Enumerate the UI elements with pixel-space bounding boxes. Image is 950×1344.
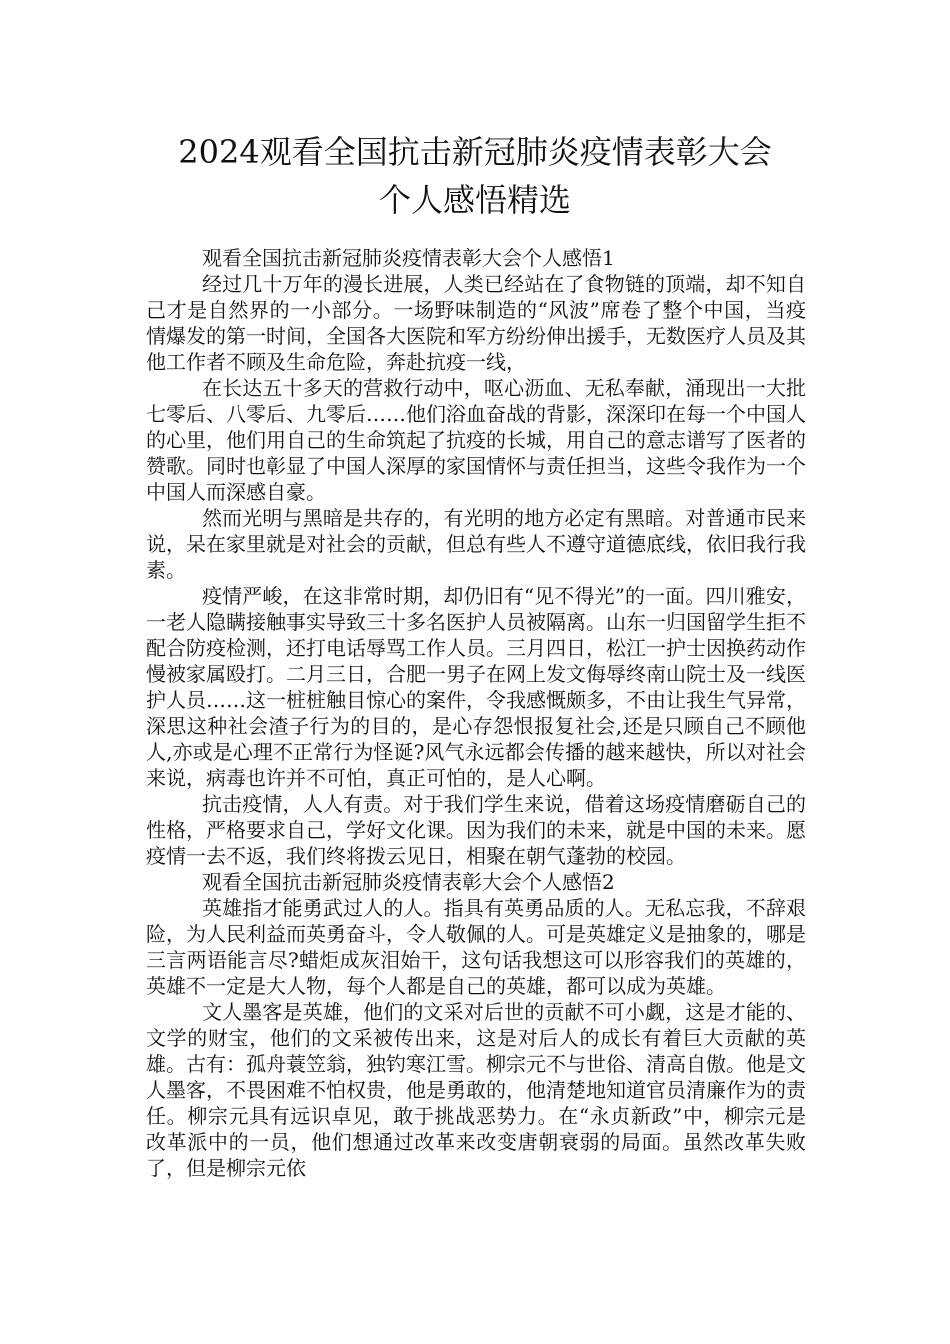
section-heading-2: 观看全国抗击新冠肺炎疫情表彰大会个人感悟2	[202, 870, 615, 894]
document-title	[120, 128, 830, 224]
paragraph: 在长达五十多天的营救行动中，呕心沥血、无私奉献，涌现出一大批七零后、八零后、九零后……他们浴血奋战的背影，深深印在每一个中国人的心里，他们用自己的生命筑起了抗疫的长城，用自己的意志谱写了医者的赞歌。同时也彰显了中国人深厚的家国情怀与责任担当，这些令我作为一个中国人而深感自豪。	[146, 376, 806, 504]
document-body	[146, 245, 806, 1181]
title-line-2: 个人感悟精选	[378, 181, 571, 219]
title-line-1: 2024观看全国抗击新冠肺炎疫情表彰大会	[178, 133, 772, 171]
section-heading-1: 观看全国抗击新冠肺炎疫情表彰大会个人感悟1	[202, 246, 615, 270]
paragraph: 然而光明与黑暗是共存的，有光明的地方必定有黑暗。对普通市民来说，呆在家里就是对社会的贡献，但总有些人不遵守道德底线，依旧我行我素。	[146, 506, 806, 582]
paragraph: 文人墨客是英雄，他们的文采对后世的贡献不可小觑，这是才能的、文学的财宝，他们的文采被传出来，这是对后人的成长有着巨大贡献的英雄。古有：孤舟蓑笠翁，独钓寒江雪。柳宗元不与世俗、清高自傲。他是文人墨客，不畏困难不怕权贵，他是勇敢的，他清楚地知道官员清廉作为的责任。柳宗元具有远识卓见，敢于挑战恶势力。在“永贞新政”中，柳宗元是改革派中的一员，他们想通过改革来改变唐朝衰弱的局面。虽然改革失败了，但是柳宗元依	[146, 1000, 806, 1180]
paragraph: 疫情严峻，在这非常时期，却仍旧有“见不得光”的一面。四川雅安，一老人隐瞒接触事实导致三十多名医护人员被隔离。山东一归国留学生拒不配合防疫检测，还打电话辱骂工作人员。三月四日，松江一护士因换药动作慢被家属殴打。二月三日，合肥一男子在网上发文侮辱终南山院士及一线医护人员……这一桩桩触目惊心的案件，令我感慨颇多，不由让我生气异常，深思这种社会渣子行为的目的，是心存怨恨报复社会,还是只顾自己不顾他人,亦或是心理不正常行为怪诞?风气永远都会传播的越来越快，所以对社会来说，病毒也许并不可怕，真正可怕的，是人心啊。	[146, 584, 806, 790]
paragraph: 抗击疫情，人人有责。对于我们学生来说，借着这场疫情磨砺自己的性格，严格要求自己，学好文化课。因为我们的未来，就是中国的未来。愿疫情一去不返，我们终将拨云见日，相聚在朝气蓬勃的校园。	[146, 792, 806, 868]
paragraph: 英雄指才能勇武过人的人。指具有英勇品质的人。无私忘我，不辞艰险，为人民利益而英勇奋斗，令人敬佩的人。可是英雄定义是抽象的，哪是三言两语能言尽?蜡炬成灰泪始干，这句话我想这可以形容我们的英雄的，英雄不一定是大人物，每个人都是自己的英雄，都可以成为英雄。	[146, 896, 806, 998]
paragraph: 经过几十万年的漫长进展，人类已经站在了食物链的顶端，却不知自己才是自然界的一小部分。一场野味制造的“风波”席卷了整个中国，当疫情爆发的第一时间，全国各大医院和军方纷纷伸出援手，无数医疗人员及其他工作者不顾及生命危险，奔赴抗疫一线，	[146, 272, 806, 374]
